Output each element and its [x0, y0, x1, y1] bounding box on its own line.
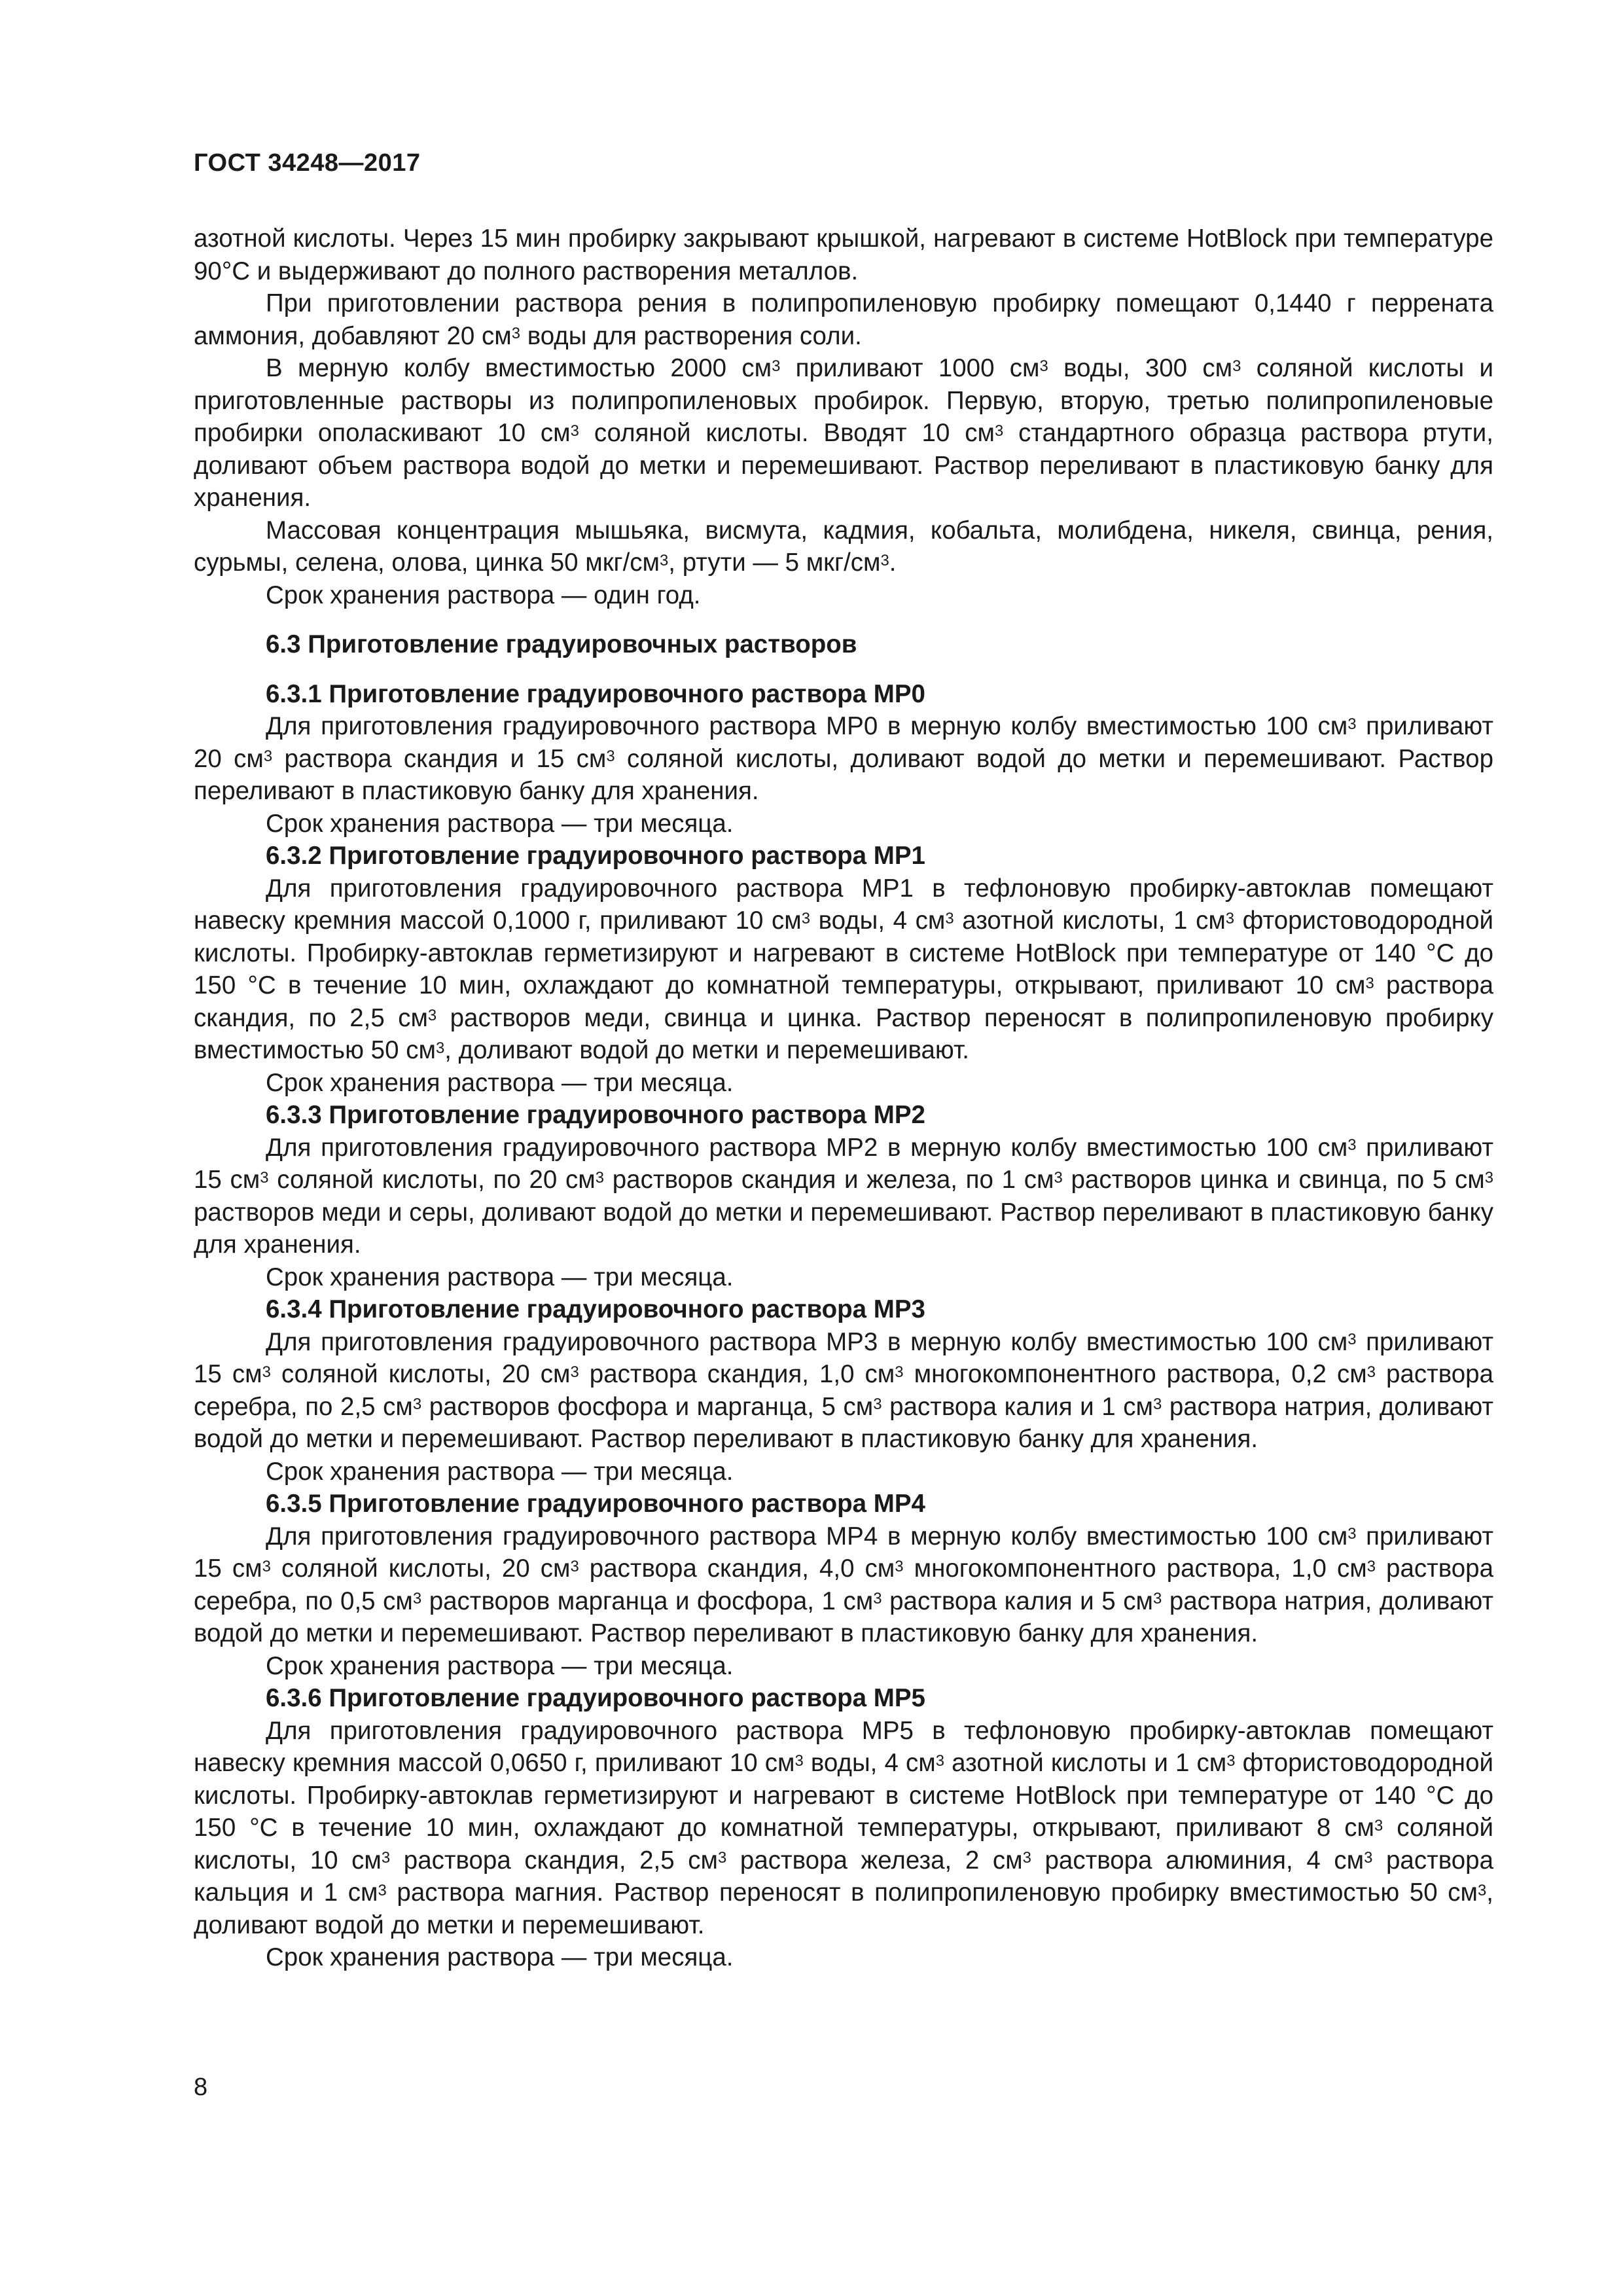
paragraph: Для приготовления градуировочного раствора МР3 в мерную колбу вместимостью 100 $см^3$ приливают 15 $см^3$ соляной кислоты, 20 $см^3$ раствора скандия, 1,0 $см^3$ многокомпонентного раствора, 0,2 $см^3$ раствора серебра, по 2,5 $см^3$ растворов фосфора и марганца, 5 $см^3$ раствора калия и 1 $см^3$ раствора натрия, доливают водой до метки и перемешивают. Раствор переливают в пластиковую банку для хранения. — [194, 1327, 1494, 1453]
storage-note: Срок хранения раствора — три месяца. — [266, 1943, 734, 1971]
subsection-heading: 6.3.2 Приготовление градуировочного раствора МР1 — [266, 842, 925, 870]
paragraph: В мерную колбу вместимостью 2000 $см^3$ приливают 1000 $см^3$ воды, 300 $см^3$ соляной кислоты и приготовленные растворы из полипропиленовых пробирок. Первую, вторую, третью полипропиленовые пробирки ополаскивают 10 $см^3$ соляной кислоты. Вводят 10 $см^3$ стандартного образца раствора ртути, доливают объем раствора водой до метки и перемешивают. Раствор переливают в пластиковую банку для хранения. — [194, 354, 1493, 512]
storage-note: Срок хранения раствора — три месяца. — [266, 809, 734, 838]
storage-note: Срок хранения раствора — три месяца. — [266, 1651, 734, 1680]
paragraph: Для приготовления градуировочного раствора МР4 в мерную колбу вместимостью 100 $см^3$ приливают 15 $см^3$ соляной кислоты, 20 $см^3$ раствора скандия, 4,0 $см^3$ многокомпонентного раствора, 1,0 $см^3$ раствора серебра, по 0,5 $см^3$ растворов марганца и фосфора, 1 $см^3$ раствора калия и 5 $см^3$ раствора натрия, доливают водой до метки и перемешивают. Раствор переливают в пластиковую банку для хранения. — [194, 1522, 1494, 1647]
storage-note: Срок хранения раствора — три месяца. — [266, 1457, 734, 1486]
subsection-heading: 6.3.1 Приготовление градуировочного раствора МР0 — [266, 679, 925, 708]
paragraph: Для приготовления градуировочного раствора МР1 в тефлоновую пробирку-автоклав помещают навеску кремния массой 0,1000 г, приливают 10 $см^3$ воды, 4 $см^3$ азотной кислоты, 1 $см^3$ фтористоводородной кислоты. Пробирку-автоклав герметизируют и нагревают в системе HotBlock при температуре от 140 °С до 150 °С в течение 10 мин, охлаждают до комнатной температуры, открывают, приливают 10 $см^3$ раствора скандия, по 2,5 $см^3$ растворов меди, свинца и цинка. Раствор переносят в полипропиленовую пробирку вместимостью 50 $см^3$, доливают водой до метки и перемешивают. — [194, 874, 1494, 1064]
paragraph: Для приготовления градуировочного раствора МР2 в мерную колбу вместимостью 100 $см^3$ приливают 15 $см^3$ соляной кислоты, по 20 $см^3$ растворов скандия и железа, по 1 $см^3$ растворов цинка и свинца, по 5 $см^3$ растворов меди и серы, доливают водой до метки и перемешивают. Раствор переливают в пластиковую банку для хранения. — [194, 1133, 1493, 1259]
page-content — [194, 223, 1493, 1974]
paragraph: При приготовлении раствора рения в полипропиленовую пробирку помещают 0,1440 г перрената аммония, добавляют 20 $см^3$ воды для растворения соли. — [194, 289, 1493, 350]
paragraph: Срок хранения раствора — один год. — [266, 581, 701, 609]
subsection-heading: 6.3.3 Приготовление градуировочного раствора МР2 — [266, 1101, 925, 1129]
paragraph: Массовая концентрация мышьяка, висмута, кадмия, кобальта, молибдена, никеля, свинца, рения, сурьмы, селена, олова, цинка 50 мкг/$см^3$, ртути — 5 мкг/$см^3$. — [194, 516, 1493, 577]
storage-note: Срок хранения раствора — три месяца. — [266, 1068, 734, 1097]
subsection-heading: 6.3.5 Приготовление градуировочного раствора МР4 — [266, 1490, 925, 1518]
subsection-heading: 6.3.6 Приготовление градуировочного раствора МР5 — [266, 1684, 925, 1712]
document-header: ГОСТ 34248—2017 — [194, 149, 421, 177]
subsection-heading: 6.3.4 Приготовление градуировочного раствора МР3 — [266, 1295, 925, 1323]
paragraph: азотной кислоты. Через 15 мин пробирку закрывают крышкой, нагревают в системе HotBlock при температуре 90°С и выдерживают до полного растворения металлов. — [194, 224, 1493, 285]
storage-note: Срок хранения раствора — три месяца. — [266, 1263, 734, 1291]
paragraph: Для приготовления градуировочного раствора МР5 в тефлоновую пробирку-автоклав помещают навеску кремния массой 0,0650 г, приливают 10 $см^3$ воды, 4 $см^3$ азотной кислоты и 1 $см^3$ фтористоводородной кислоты. Пробирку-автоклав герметизируют и нагревают в системе HotBlock при температуре от 140 °С до 150 °С в течение 10 мин, охлаждают до комнатной температуры, открывают, приливают 8 $см^3$ соляной кислоты, 10 $см^3$ раствора скандия, 2,5 $см^3$ раствора железа, 2 $см^3$ раствора алюминия, 4 $см^3$ раствора кальция и 1 $см^3$ раствора магния. Раствор переносят в полипропиленовую пробирку вместимостью 50 $см^3$, доливают водой до метки и перемешивают. — [194, 1716, 1493, 1939]
paragraph: Для приготовления градуировочного раствора МР0 в мерную колбу вместимостью 100 $см^3$ приливают 20 $см^3$ раствора скандия и 15 $см^3$ соляной кислоты, доливают водой до метки и перемешивают. Раствор переливают в пластиковую банку для хранения. — [194, 712, 1493, 805]
page-number: 8 — [194, 2073, 208, 2101]
section-heading: 6.3 Приготовление градуировочных растворов — [266, 630, 857, 658]
